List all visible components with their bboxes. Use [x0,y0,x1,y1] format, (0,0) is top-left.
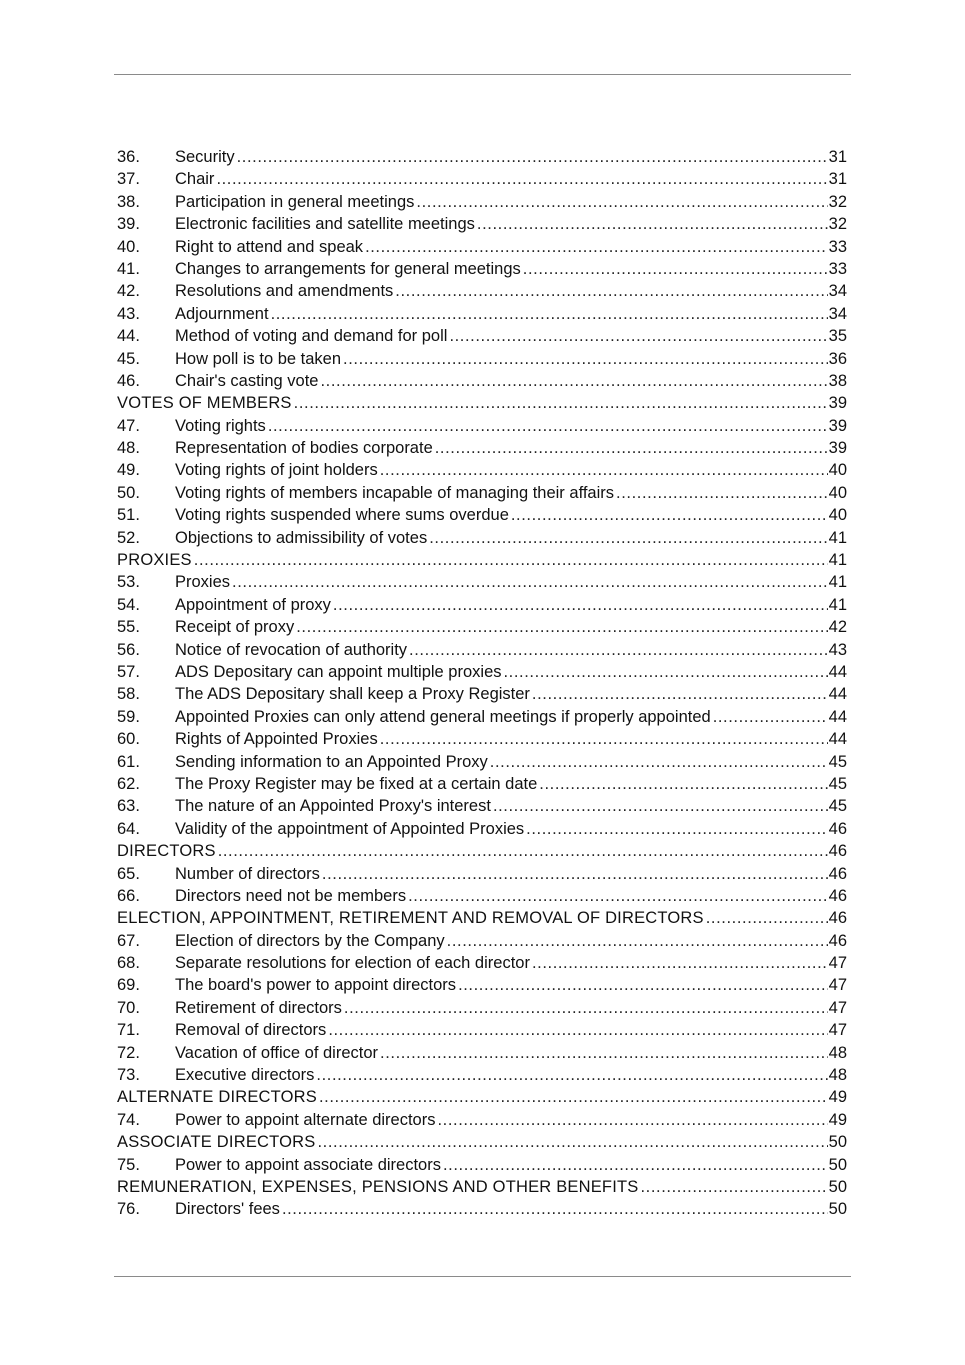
toc-entry[interactable] [117,930,847,952]
dot-leader [237,146,828,168]
toc-entry-number: 45. [117,349,140,368]
toc-entry-title: Separate resolutions for election of each director [175,954,530,973]
toc-page-number: 44 [828,707,847,726]
toc-entry-title: Appointed Proxies can only attend general meetings if properly appointed [175,707,711,726]
toc-entry-number: 38. [117,192,140,211]
toc-page-number: 32 [828,192,847,211]
dot-leader [380,459,828,481]
toc-entry-title: Validity of the appointment of Appointed Proxies [175,819,525,838]
toc-entry-number: 58. [117,685,140,704]
table-of-contents [117,146,847,1221]
toc-entry-number: 52. [117,528,140,547]
toc-entry[interactable] [117,1198,847,1220]
toc-entry-title: Participation in general meetings [175,192,415,211]
toc-entry[interactable] [117,348,847,370]
toc-entry[interactable] [117,639,847,661]
toc-page-number: 45 [828,752,847,771]
toc-page-number: 41 [828,528,847,547]
toc-page-number: 39 [828,416,847,435]
toc-entry-title: Appointment of proxy [175,595,331,614]
toc-page-number: 32 [828,215,847,234]
toc-page-number: 50 [828,1200,847,1219]
toc-page-number: 40 [828,461,847,480]
toc-entry-title: Directors need not be members [175,886,407,905]
dot-leader [218,840,828,862]
toc-entry-number: 53. [117,573,140,592]
dot-leader [380,1042,828,1064]
toc-entry-number: 76. [117,1200,140,1219]
dot-leader [713,706,828,728]
toc-section-heading[interactable] [117,392,847,414]
toc-entry[interactable] [117,616,847,638]
toc-entry-title: Election of directors by the Company [175,931,445,950]
toc-entry-title: ADS Depositary can appoint multiple proxies [175,662,502,681]
dot-leader [511,504,828,526]
dot-leader [333,594,828,616]
toc-entry-title: Voting rights [175,416,266,435]
dot-leader [294,392,828,414]
toc-entry[interactable] [117,571,847,593]
toc-entry[interactable] [117,1154,847,1176]
toc-entry[interactable] [117,728,847,750]
toc-section-heading[interactable] [117,1131,847,1153]
toc-entry[interactable] [117,974,847,996]
toc-entry-number: 67. [117,931,140,950]
toc-entry-title: Voting rights of members incapable of managing their affairs [175,483,615,502]
toc-entry-number: 61. [117,752,140,771]
toc-heading-title: VOTES OF MEMBERS [117,394,292,413]
toc-section-heading[interactable] [117,549,847,571]
toc-entry-title: Voting rights of joint holders [175,461,378,480]
toc-heading-title: REMUNERATION, EXPENSES, PENSIONS AND OTHER BENEFITS [117,1177,639,1196]
dot-leader [395,280,827,302]
dot-leader [319,1086,828,1108]
toc-page-number: 34 [828,304,847,323]
toc-entry-number: 43. [117,304,140,323]
toc-entry-title: Number of directors [175,864,320,883]
toc-page-number: 46 [828,842,847,861]
toc-entry-number: 69. [117,976,140,995]
toc-page-number: 47 [828,954,847,973]
toc-entry-number: 63. [117,797,140,816]
toc-entry-title: Vacation of office of director [175,1043,379,1062]
dot-leader [640,1176,827,1198]
toc-entry[interactable] [117,885,847,907]
dot-leader [532,683,828,705]
toc-page-number: 44 [828,662,847,681]
toc-page-number: 47 [828,976,847,995]
dot-leader [490,751,828,773]
dot-leader [282,1198,828,1220]
dot-leader [447,930,828,952]
toc-heading-title: ELECTION, APPOINTMENT, RETIREMENT AND REMOVAL OF DIRECTORS [117,909,704,928]
toc-entry-number: 73. [117,1066,140,1085]
toc-entry[interactable] [117,773,847,795]
toc-entry[interactable] [117,683,847,705]
dot-leader [271,303,828,325]
toc-entry[interactable] [117,459,847,481]
toc-entry-title: Notice of revocation of authority [175,640,408,659]
toc-section-heading[interactable] [117,1176,847,1198]
toc-page-number: 46 [828,909,847,928]
toc-entry-number: 71. [117,1021,140,1040]
toc-entry-title: Rights of Appointed Proxies [175,730,378,749]
toc-entry-title: How poll is to be taken [175,349,342,368]
toc-entry-title: Representation of bodies corporate [175,439,433,458]
dot-leader [296,616,827,638]
dot-leader [429,527,827,549]
toc-page-number: 35 [828,327,847,346]
toc-entry[interactable] [117,482,847,504]
toc-entry-number: 41. [117,259,140,278]
toc-entry-title: Adjournment [175,304,269,323]
toc-entry-title: Retirement of directors [175,998,342,1017]
dot-leader [409,639,828,661]
toc-entry-number: 46. [117,371,140,390]
dot-leader [706,907,828,929]
toc-entry-title: Security [175,148,235,166]
toc-entry-number: 66. [117,886,140,905]
toc-entry-number: 62. [117,774,140,793]
toc-entry-title: Objections to admissibility of votes [175,528,428,547]
toc-entry-title: Right to attend and speak [175,237,364,256]
toc-heading-title: ASSOCIATE DIRECTORS [117,1133,316,1152]
toc-entry[interactable] [117,1019,847,1041]
toc-entry-number: 44. [117,327,140,346]
toc-entry-title: Executive directors [175,1066,315,1085]
toc-heading-title: DIRECTORS [117,842,216,861]
dot-leader [539,773,827,795]
toc-page-number: 47 [828,1021,847,1040]
toc-entry-title: Electronic facilities and satellite meetings [175,215,475,234]
toc-entry-number: 51. [117,506,140,525]
toc-page-number: 41 [828,573,847,592]
toc-entry-title: Receipt of proxy [175,618,295,637]
toc-entry-title: Removal of directors [175,1021,327,1040]
toc-entry[interactable] [117,1042,847,1064]
dot-leader [458,974,828,996]
dot-leader [408,885,828,907]
dot-leader [435,437,828,459]
toc-entry[interactable] [117,415,847,437]
toc-entry-number: 42. [117,282,140,301]
toc-heading-title: ALTERNATE DIRECTORS [117,1088,317,1107]
toc-section-heading[interactable] [117,907,847,929]
toc-entry[interactable] [117,303,847,325]
toc-entry-number: 57. [117,662,140,681]
toc-entry[interactable] [117,146,847,168]
toc-entry-number: 36. [117,148,140,166]
toc-entry[interactable] [117,258,847,280]
dot-leader [365,236,828,258]
toc-entry-number: 74. [117,1110,140,1129]
toc-entry-title: Chair [175,170,215,189]
toc-page-number: 34 [828,282,847,301]
toc-entry-title: Changes to arrangements for general meetings [175,259,521,278]
toc-entry-number: 64. [117,819,140,838]
dot-leader [523,258,828,280]
toc-page-number: 33 [828,237,847,256]
toc-page-number: 49 [828,1088,847,1107]
toc-heading-title: PROXIES [117,551,192,570]
toc-entry[interactable] [117,1109,847,1131]
toc-entry-number: 60. [117,730,140,749]
toc-page-number: 31 [828,148,847,166]
toc-entry-number: 56. [117,640,140,659]
toc-page-number: 47 [828,998,847,1017]
toc-entry-number: 39. [117,215,140,234]
toc-entry-number: 47. [117,416,140,435]
toc-page-number: 40 [828,483,847,502]
toc-page-number: 50 [828,1155,847,1174]
toc-entry-number: 54. [117,595,140,614]
dot-leader [216,168,827,190]
toc-entry-title: The Proxy Register may be fixed at a certain date [175,774,538,793]
toc-page-number: 50 [828,1133,847,1152]
toc-page-number: 48 [828,1043,847,1062]
toc-entry[interactable] [117,437,847,459]
toc-entry-number: 50. [117,483,140,502]
toc-entry-title: Proxies [175,573,231,592]
dot-leader [443,1154,828,1176]
toc-entry[interactable] [117,168,847,190]
dot-leader [268,415,828,437]
dot-leader [232,571,828,593]
footer-rule [114,1276,851,1277]
dot-leader [344,997,828,1019]
dot-leader [316,1064,827,1086]
dot-leader [437,1109,827,1131]
dot-leader [449,325,827,347]
toc-entry-title: Method of voting and demand for poll [175,327,448,346]
dot-leader [317,1131,827,1153]
dot-leader [320,370,827,392]
toc-page-number: 45 [828,797,847,816]
toc-entry[interactable] [117,952,847,974]
toc-entry[interactable] [117,863,847,885]
dot-leader [526,818,827,840]
toc-entry-number: 55. [117,618,140,637]
dot-leader [532,952,828,974]
toc-page-number: 46 [828,931,847,950]
toc-entry[interactable] [117,818,847,840]
dot-leader [343,348,828,370]
dot-leader [616,482,828,504]
dot-leader [380,728,828,750]
toc-entry-title: Power to appoint alternate directors [175,1110,436,1129]
toc-entry[interactable] [117,997,847,1019]
toc-entry-number: 68. [117,954,140,973]
toc-entry[interactable] [117,325,847,347]
toc-entry-number: 65. [117,864,140,883]
dot-leader [328,1019,827,1041]
toc-entry-number: 37. [117,170,140,189]
toc-entry-title: Power to appoint associate directors [175,1155,441,1174]
toc-page-number: 48 [828,1066,847,1085]
dot-leader [493,795,828,817]
toc-entry[interactable] [117,191,847,213]
toc-entry-number: 49. [117,461,140,480]
toc-page-number: 43 [828,640,847,659]
toc-entry-number: 59. [117,707,140,726]
toc-page-number: 38 [828,371,847,390]
toc-entry-title: Sending information to an Appointed Proxy [175,752,488,771]
toc-entry[interactable] [117,706,847,728]
toc-page-number: 40 [828,506,847,525]
toc-section-heading[interactable] [117,1086,847,1108]
toc-entry-title: Directors' fees [175,1200,280,1219]
toc-entry[interactable] [117,213,847,235]
toc-entry[interactable] [117,1064,847,1086]
toc-page-number: 31 [828,170,847,189]
toc-entry-number: 40. [117,237,140,256]
dot-leader [477,213,828,235]
toc-entry-number: 72. [117,1043,140,1062]
toc-page-number: 41 [828,551,847,570]
toc-page-number: 46 [828,819,847,838]
toc-page-number: 44 [828,685,847,704]
header-rule [114,74,851,75]
toc-entry-title: Voting rights suspended where sums overdue [175,506,509,525]
toc-entry-title: Chair's casting vote [175,371,319,390]
toc-entry[interactable] [117,370,847,392]
toc-page-number: 46 [828,864,847,883]
toc-entry-number: 48. [117,439,140,458]
dot-leader [504,661,828,683]
toc-page-number: 49 [828,1110,847,1129]
toc-entry[interactable] [117,661,847,683]
toc-section-heading[interactable] [117,840,847,862]
toc-page-number: 39 [828,394,847,413]
toc-entry-title: The nature of an Appointed Proxy's interest [175,797,491,816]
toc-entry[interactable] [117,795,847,817]
toc-entry[interactable] [117,280,847,302]
toc-entry[interactable] [117,751,847,773]
toc-page-number: 39 [828,439,847,458]
toc-entry-title: The ADS Depositary shall keep a Proxy Register [175,685,530,704]
toc-entry-title: The board's power to appoint directors [175,976,457,995]
toc-page-number: 36 [828,349,847,368]
dot-leader [322,863,828,885]
dot-leader [194,549,828,571]
toc-page-number: 46 [828,886,847,905]
toc-page-number: 33 [828,259,847,278]
toc-page-number: 44 [828,730,847,749]
toc-entry-title: Resolutions and amendments [175,282,394,301]
toc-entry[interactable] [117,527,847,549]
toc-entry[interactable] [117,236,847,258]
toc-entry[interactable] [117,504,847,526]
toc-entry[interactable] [117,594,847,616]
toc-entry-number: 75. [117,1155,140,1174]
toc-page-number: 45 [828,774,847,793]
dot-leader [416,191,827,213]
toc-page-number: 42 [828,618,847,637]
toc-entry-number: 70. [117,998,140,1017]
toc-page-number: 41 [828,595,847,614]
toc-page-number: 50 [828,1177,847,1196]
